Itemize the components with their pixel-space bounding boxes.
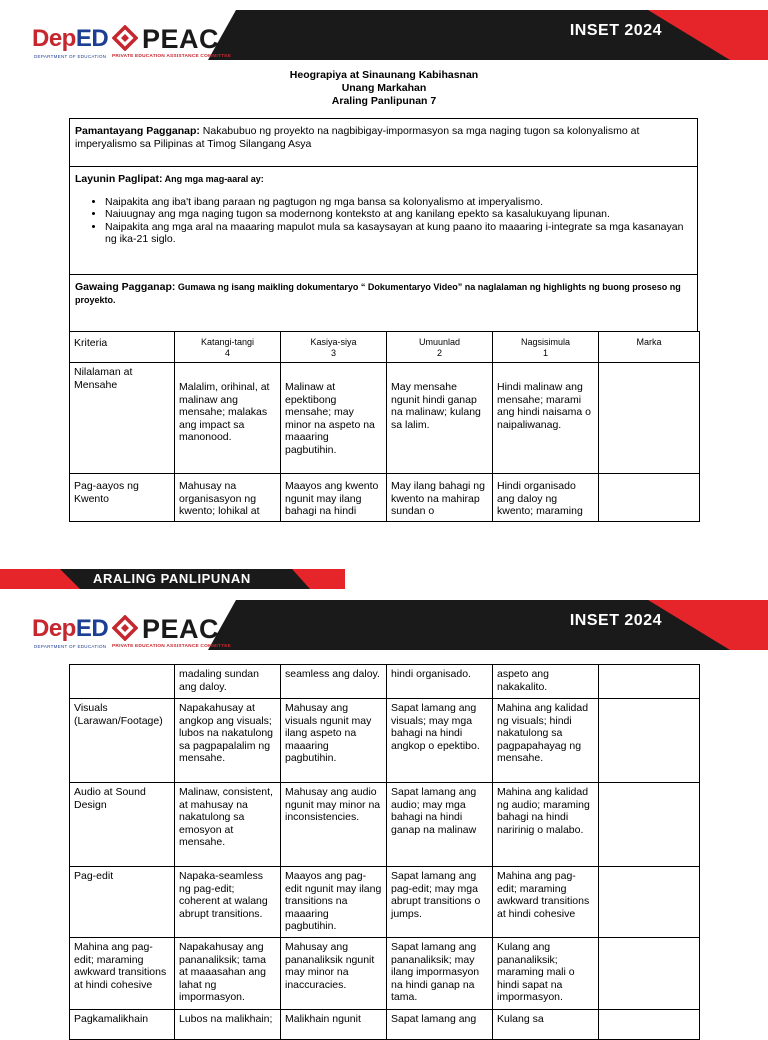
level-2-cell: Sapat lamang ang pag-edit; may mga abrupt transitions o jumps. (387, 867, 493, 938)
rubric-header-row (70, 332, 700, 363)
marka-cell (599, 783, 700, 867)
header-nagsisimula (493, 332, 599, 363)
level-3-cell: Mahusay ang visuals ngunit may ilang aspeto na maaaring pagbutihin. (281, 699, 387, 783)
criteria-cell: Visuals (Larawan/Footage) (70, 699, 175, 783)
peac-logo-subtitle: PRIVATE EDUCATION ASSISTANCE COMMITTEE (112, 644, 231, 649)
level-4-cell: Mahusay na organisasyon ng kwento; lohikal at (175, 474, 281, 522)
criteria-cell: Nilalaman at Mensahe (70, 363, 175, 474)
inset-title: INSET 2024 (569, 22, 662, 39)
table-row (70, 1010, 700, 1040)
pamantayan-label: Pamantayang Pagganap: (75, 125, 200, 137)
level-2-cell: Sapat lamang ang visuals; may mga bahagi na hindi angkop o epektibo. (387, 699, 493, 783)
level-1-cell: Mahina ang kalidad ng visuals; hindi nakatulong sa pagpapahayag ng mensahe. (493, 699, 599, 783)
pamantayan-text: Nakabubuo ng proyekto na nagbibigay-impormasyon sa mga naging tugon sa kolonyalismo at imperyalismo sa Pilipinas at Timog Silangang Asya (75, 125, 640, 150)
level-1-cell: Kulang sa (493, 1010, 599, 1040)
level-1-cell: aspeto ang nakakalito. (493, 665, 599, 699)
rubric-table-page-1 (69, 331, 700, 522)
level-2-cell: May ilang bahagi ng kwento na mahirap sundan o (387, 474, 493, 522)
objective-item: • Naipakita ang iba't ibang paraan ng pagtugon ng mga bansa sa kolonyalismo at imperyalismo. (105, 196, 692, 209)
title-line-3: Araling Panlipunan 7 (331, 95, 437, 107)
peac-logo-text: PEAC (142, 614, 220, 644)
header-umuunlad (387, 332, 493, 363)
header-banner (0, 600, 768, 650)
section-band (0, 569, 345, 589)
level-3-cell: Malikhain ngunit (281, 1010, 387, 1040)
level-3-cell: Mahusay ang audio ngunit may minor na inconsistencies. (281, 783, 387, 867)
criteria-cell: Audio at Sound Design (70, 783, 175, 867)
criteria-cell: Pag-aayos ng Kwento (70, 474, 175, 522)
level-2-cell: May mensahe ngunit hindi ganap na malinaw; kulang sa lalim. (387, 363, 493, 474)
level-2-cell: Sapat lamang ang audio; may mga bahagi na hindi ganap na malinaw (387, 783, 493, 867)
marka-cell (599, 665, 700, 699)
table-row (70, 938, 700, 1010)
deped-logo-subtitle: DEPARTMENT OF EDUCATION (34, 54, 107, 59)
pamantayan-box (69, 118, 698, 167)
level-3-cell: Maayos ang pag-edit ngunit may ilang transitions na maaaring pagbutihin. (281, 867, 387, 938)
objectives-list (75, 196, 692, 246)
level-4-cell: madaling sundan ang daloy. (175, 665, 281, 699)
level-1-cell: Kulang ang pananaliksik; maraming mali o hindi sapat na impormasyon. (493, 938, 599, 1010)
gawain-label: Gawaing Pagganap: (75, 281, 176, 293)
table-row (70, 474, 700, 522)
level-4-cell: Malalim, orihinal, at malinaw ang mensahe; malakas ang impact sa manonood. (175, 363, 281, 474)
deped-logo: DepED (32, 25, 109, 52)
layunin-box (69, 166, 698, 275)
marka-cell (599, 1010, 700, 1040)
title-line-2: Unang Markahan (341, 82, 427, 94)
level-1-cell: Mahina ang pag-edit; maraming awkward transitions at hindi cohesive (493, 867, 599, 938)
inset-title: INSET 2024 (569, 612, 662, 629)
table-row (70, 665, 700, 699)
level-4-cell: Napakahusay at angkop ang visuals; lubos na nakatulong sa pagpapalalim ng mensahe. (175, 699, 281, 783)
table-row (70, 363, 700, 474)
marka-cell (599, 474, 700, 522)
objective-item: • Naiuugnay ang mga naging tugon sa modernong konteksto at ang kanilang epekto sa kasalukuyang lipunan. (105, 208, 692, 221)
layunin-sublabel: Ang mga mag-aaral ay: (162, 174, 264, 184)
gawain-box (69, 274, 698, 332)
peac-logo-subtitle: PRIVATE EDUCATION ASSISTANCE COMMITTEE (112, 54, 231, 59)
marka-cell (599, 938, 700, 1010)
criteria-cell: Mahina ang pag-edit; maraming awkward transitions at hindi cohesive (70, 938, 175, 1010)
objective-item: • Naipakita ang mga aral na maaaring mapulot mula sa kasaysayan at kung paano ito maaaring i-integrate sa mga kasanayan ng ika-21 siglo. (105, 221, 692, 246)
header-marka: Marka (599, 332, 700, 363)
level-3-cell: Maayos ang kwento ngunit may ilang bahagi na hindi (281, 474, 387, 522)
level-4-cell: Malinaw, consistent, at mahusay na nakatulong sa emosyon at mensahe. (175, 783, 281, 867)
marka-cell (599, 699, 700, 783)
peac-logo-text: PEAC (142, 24, 220, 54)
level-1-cell: Hindi organisado ang daloy ng kwento; maraming (493, 474, 599, 522)
table-row (70, 699, 700, 783)
level-2-cell: Sapat lamang ang (387, 1010, 493, 1040)
header-level-score: 1 (542, 348, 548, 358)
header-kasiya-siya (281, 332, 387, 363)
header-level-label: Umuunlad (418, 337, 461, 347)
level-1-cell: Hindi malinaw ang mensahe; marami ang hindi naisama o naipaliwanag. (493, 363, 599, 474)
level-1-cell: Mahina ang kalidad ng audio; maraming bahagi na hindi naririnig o malabo. (493, 783, 599, 867)
header-level-label: Kasiya-siya (310, 337, 357, 347)
level-4-cell: Napakahusay ang pananaliksik; tama at maaasahan ang lahat ng impormasyon. (175, 938, 281, 1010)
level-3-cell: Malinaw at epektibong mensahe; may minor na aspeto na maaaring pagbutihin. (281, 363, 387, 474)
marka-cell (599, 867, 700, 938)
header-banner (0, 10, 768, 60)
header-level-label: Nagsisimula (520, 337, 571, 347)
deped-logo-subtitle: DEPARTMENT OF EDUCATION (34, 644, 107, 649)
marka-cell (599, 363, 700, 474)
criteria-cell: Pagkamalikhain (70, 1010, 175, 1040)
rubric-table-page-2 (69, 664, 700, 1040)
peac-logo-icon (112, 615, 138, 641)
level-4-cell: Napaka-seamless ng pag-edit; coherent at walang abrupt transitions. (175, 867, 281, 938)
level-3-cell: seamless ang daloy. (281, 665, 387, 699)
title-line-1: Heograpiya at Sinaunang Kabihasnan (289, 69, 479, 81)
gawain-text: Gumawa ng isang maikling dokumentaryo “ Dokumentaryo Video” na naglalaman ng highlights ng buong proseso ng proyekto. (75, 282, 681, 305)
header-level-label: Katangi-tangi (200, 337, 255, 347)
level-4-cell: Lubos na malikhain; (175, 1010, 281, 1040)
layunin-label: Layunin Paglipat: (75, 173, 163, 185)
table-row (70, 783, 700, 867)
criteria-cell (70, 665, 175, 699)
criteria-cell: Pag-edit (70, 867, 175, 938)
header-level-score: 4 (224, 348, 230, 358)
section-band-title: ARALING PANLIPUNAN (93, 571, 251, 586)
level-3-cell: Mahusay ang pananaliksik ngunit may minor na inaccuracies. (281, 938, 387, 1010)
header-level-score: 2 (436, 348, 442, 358)
level-2-cell: Sapat lamang ang pananaliksik; may ilang impormasyon na hindi ganap na tama. (387, 938, 493, 1010)
level-2-cell: hindi organisado. (387, 665, 493, 699)
header-level-score: 3 (330, 348, 336, 358)
header-kriteria: Kriteria (70, 332, 175, 363)
peac-logo-icon (112, 25, 138, 51)
deped-logo: DepED (32, 615, 109, 642)
table-row (70, 867, 700, 938)
document-title (0, 69, 768, 108)
header-katangi-tangi (175, 332, 281, 363)
